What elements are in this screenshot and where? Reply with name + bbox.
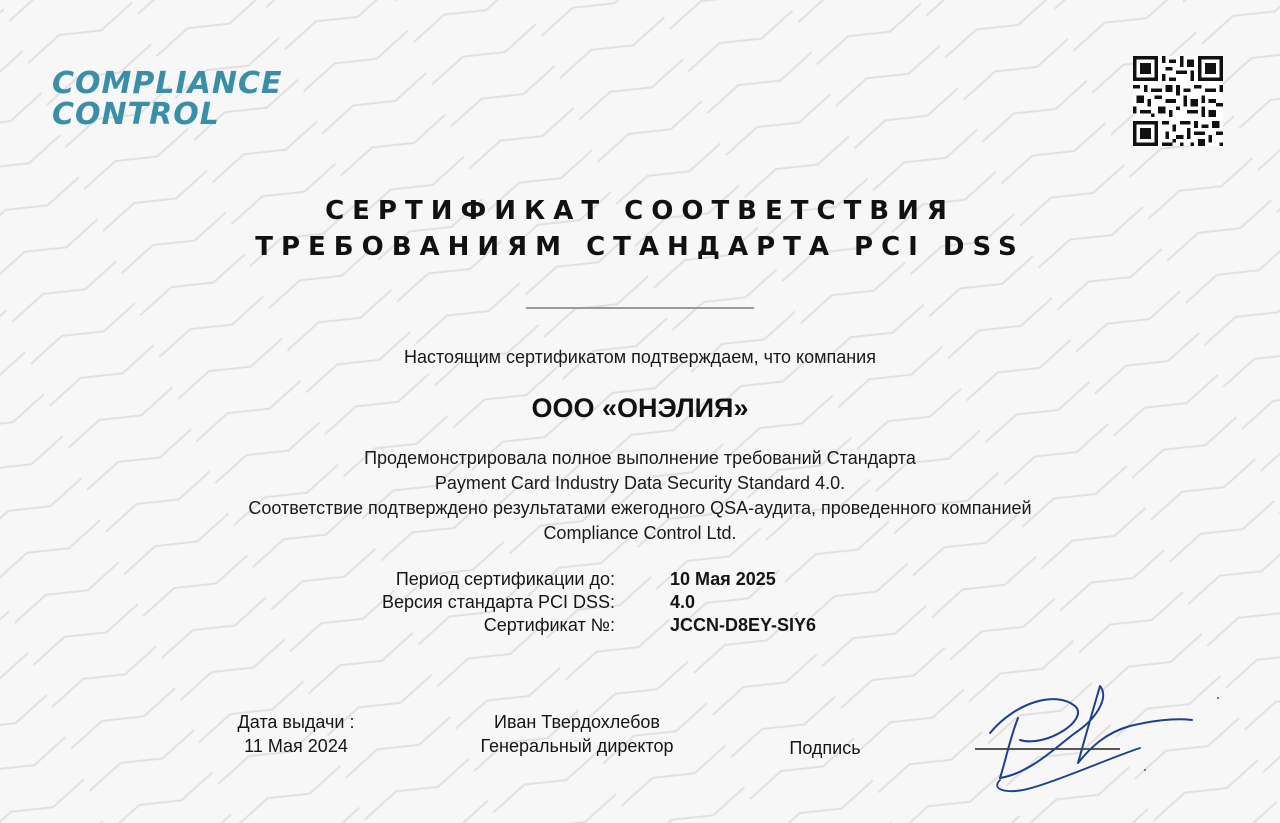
body-text-line-3: Соответствие подтверждено результатами ежегодного QSA-аудита, проведенного компанией <box>248 498 1032 518</box>
certificate-title-line-1: СЕРТИФИКАТ СООТВЕТСТВИЯ <box>325 196 955 226</box>
company-logo <box>52 68 282 130</box>
logo-line-2: CONTROL <box>52 97 220 132</box>
signer-position: Генеральный директор <box>480 736 674 756</box>
company-name: ООО «ОНЭЛИЯ» <box>531 393 749 423</box>
version-label: Версия стандарта PCI DSS: <box>381 592 615 612</box>
expiry-label: Период сертификации до: <box>395 569 615 589</box>
body-text-line-2: Payment Card Industry Data Security Standard 4.0. <box>434 473 846 493</box>
issue-date-value: 11 Мая 2024 <box>244 736 348 756</box>
detail-row-number <box>300 615 920 638</box>
expiry-value: 10 Мая 2025 <box>670 569 776 589</box>
signature-label: Подпись <box>789 738 861 758</box>
certificate-title-line-2: ТРЕБОВАНИЯМ СТАНДАРТА PCI DSS <box>255 232 1025 262</box>
handwritten-signature <box>960 678 1220 798</box>
issue-date-block <box>196 710 396 758</box>
certificate-details <box>300 569 920 638</box>
certificate-number-label: Сертификат №: <box>483 615 615 635</box>
title-divider <box>526 307 754 309</box>
intro-text: Настоящим сертификатом подтверждаем, что компания <box>404 347 876 367</box>
version-value: 4.0 <box>670 592 696 612</box>
signer-block <box>447 710 707 758</box>
body-text-line-1: Продемонстрировала полное выполнение требований Стандарта <box>364 448 916 468</box>
logo-line-1: COMPLIANCE <box>52 66 283 101</box>
detail-row-expiry <box>300 569 920 592</box>
certificate-number-value: JCCN-D8EY-SIY6 <box>670 615 817 635</box>
detail-row-version <box>300 592 920 615</box>
qr-code-icon <box>1133 56 1223 146</box>
body-text-line-4: Compliance Control Ltd. <box>543 523 737 543</box>
issue-date-label: Дата выдачи : <box>237 712 355 732</box>
signer-name: Иван Твердохлебов <box>494 712 660 732</box>
